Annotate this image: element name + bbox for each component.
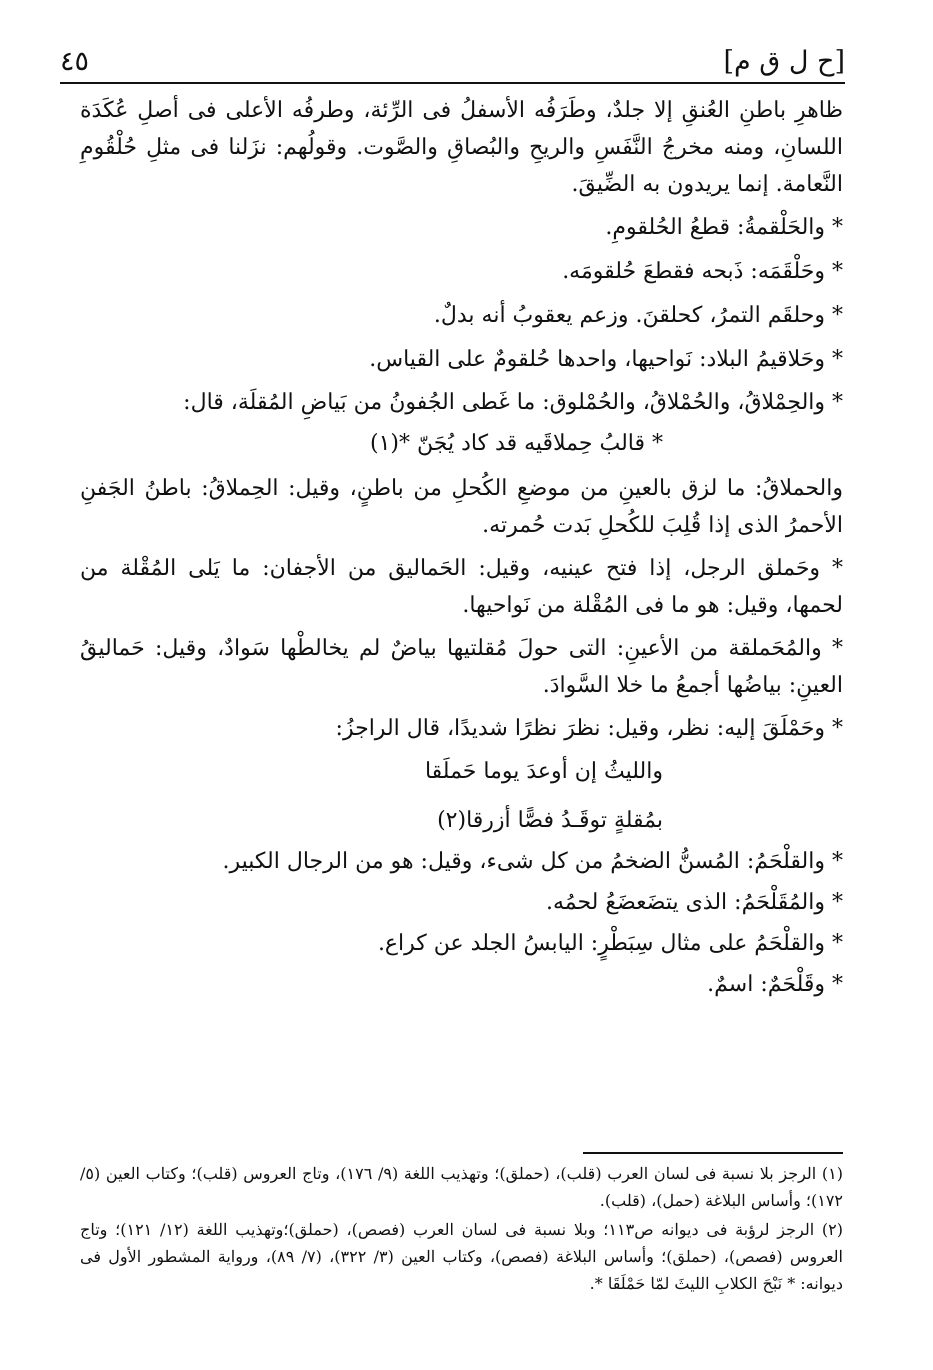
- entry: * وحلقَم التمرُ، كحلقنَ. وزعم يعقوبُ أنه بدلٌ.: [433, 303, 843, 328]
- verse-line: * قالبُ حِملاقَيه قد كاد يُجَنّ *(١): [370, 431, 663, 456]
- entry: * والحَلْقمةُ: قطعُ الحُلقومِ.: [605, 215, 843, 240]
- header-divider: [60, 82, 845, 84]
- footnote: (١) الرجز بلا نسبة فى لسان العرب (قلب)، (حملق)؛ وتهذيب اللغة (٩/ ١٧٦)، وتاج العروس (قلب)؛ وكتاب العين (٥/ ١٧٢)؛ وأساس البلاغة (حمل)، (قلب).: [80, 1164, 843, 1210]
- entry: * والقلْحَمُ: المُسنُّ الضخمُ من كل شىء، وقيل: هو من الرجال الكبير.: [222, 849, 843, 874]
- entry: * وحَلْقَمَه: ذَبحه فقطعَ حُلقومَه.: [562, 259, 843, 284]
- entry: * والحِمْلاقُ، والحُمْلاقُ، والحُمْلوق: ما غَطى الجُفونُ من بَياضِ المُقلَة، قال:: [183, 390, 843, 415]
- entry: * وحَلاقيمُ البلاد: نَواحيها، واحدها حُلقومٌ على القياس.: [369, 347, 843, 372]
- footnote: (٢) الرجز لرؤبة فى ديوانه ص١١٣؛ وبلا نسبة فى لسان العرب (فصص)، (حملق)؛وتهذيب اللغة (١٢/ ١٢١)؛ وتاج العروس (فصص)، (حملق)؛ وأساس البلاغة (فصص)، وكتاب العين (٣/ ٣٢٢)، (٧/ ٨٩)، ورواية المشطور الأول فى ديوانه: * نَبْحَ الكلابِ الليثَ لمّا حَمْلَقَا *.: [80, 1220, 844, 1293]
- paragraph: والحملاقُ: ما لزق بالعينِ من موضعِ الكُحلِ من باطنٍ، وقيل: الحِملاقُ: باطنُ الجَفنِ الأحمرُ الذى إذا قُلِبَ للكُحلِ بَدت حُمرته.: [80, 476, 843, 538]
- verse-line: بمُقلةٍ توقَـدُ فصًّا أزرقا(٢): [437, 808, 663, 833]
- entry: * والمُقَلْحَمُ: الذى يتضَعضَعُ لحمُه.: [545, 890, 843, 915]
- paragraph: ظاهرِ باطنِ العُنقِ إلا جلدٌ، وطَرَفُه الأسفلُ فى الرِّئة، وطرفُه الأعلى فى أصلِ عُكَدَة اللسانِ، ومنه مخرجُ النَّفَسِ والريحِ والبُصاقِ والصَّوت. وقولُهم: نزَلنا فى مثلِ حُلْقُومِ النَّعامة. إنما يريدون به الضِّيقَ.: [80, 98, 843, 197]
- footnotes: [80, 1160, 843, 1299]
- verse-line: والليثُ إن أوعدَ يوما حَملَقا: [424, 759, 663, 784]
- entry: * والمُحَملقة من الأعينِ: التى حولَ مُقلتيها بياضٌ لم يخالطْها سَوادٌ، وقيل: حَماليقُ العينِ: بياضُها أجمعُ ما خلا السَّوادَ.: [80, 636, 843, 698]
- entry: * والقلْحَمُ على مثال سِبَطْرٍ: اليابسُ الجلد عن كراع.: [377, 931, 843, 956]
- page-number: ٤٥: [60, 46, 90, 77]
- main-text: [80, 92, 843, 1003]
- entry: * وحَملق الرجل، إذا فتح عينيه، وقيل: الحَماليق من الأجفان: ما يَلى المُقْلة من لحمها، وقيل: هو ما فى المُقْلة من نَواحيها.: [80, 556, 843, 618]
- entry: * وحَمْلَقَ إليه: نظر، وقيل: نظرَ نظرًا شديدًا، قال الراجزُ:: [335, 716, 843, 741]
- entry: * وقَلْحَمٌ: اسمٌ.: [707, 972, 843, 997]
- footnote-divider: [583, 1152, 843, 1154]
- root-letters: [ح ل ق م]: [723, 46, 845, 77]
- page-header: [60, 38, 845, 78]
